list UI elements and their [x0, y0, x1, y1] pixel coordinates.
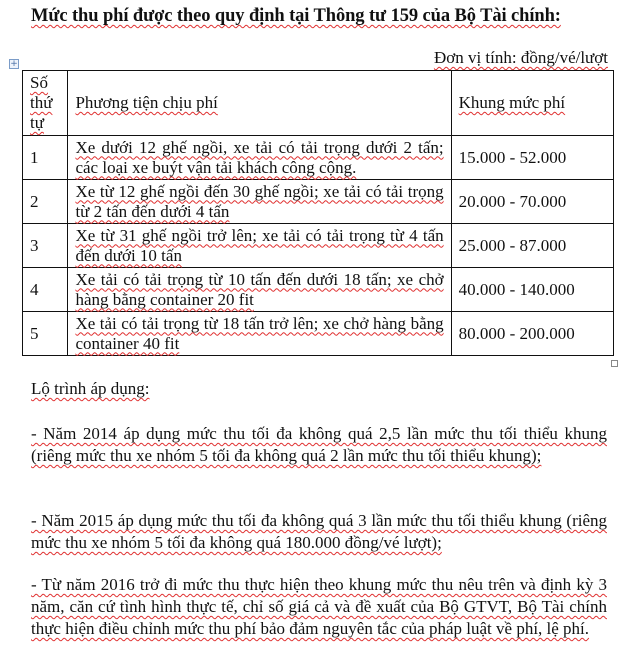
cell-fee-range: 40.000 - 140.000 — [451, 268, 613, 312]
cell-no: 3 — [23, 224, 68, 268]
fee-table — [22, 70, 614, 356]
header-no: Số thứ tự — [23, 71, 68, 136]
roadmap-heading: Lộ trình áp dụng: — [31, 379, 150, 398]
cell-fee-range: 20.000 - 70.000 — [451, 180, 613, 224]
cell-no: 4 — [23, 268, 68, 312]
cell-fee-range: 80.000 - 200.000 — [451, 312, 613, 356]
table-row — [23, 268, 614, 312]
cell-no: 1 — [23, 136, 68, 180]
cell-no: 2 — [23, 180, 68, 224]
cell-vehicle: Xe dưới 12 ghế ngồi, xe tải có tải trọng dưới 2 tấn; các loại xe buýt vận tải khách công cộng. — [68, 136, 451, 180]
table-row — [23, 180, 614, 224]
cell-fee-range: 15.000 - 52.000 — [451, 136, 613, 180]
table-header-row — [23, 71, 614, 136]
cell-vehicle: Xe tải có tải trọng từ 10 tấn đến dưới 18 tấn; xe chở hàng bằng container 20 fit — [68, 268, 451, 312]
cell-no: 5 — [23, 312, 68, 356]
document-title: Mức thu phí được theo quy định tại Thông tư 159 của Bộ Tài chính: — [31, 6, 561, 26]
cell-vehicle: Xe từ 12 ghế ngồi đến 30 ghế ngồi; xe tải có tải trọng từ 2 tấn đến dưới 4 tấn — [68, 180, 451, 224]
table-row — [23, 312, 614, 356]
table-row — [23, 136, 614, 180]
unit-note: Đơn vị tính: đồng/vé/lượt — [433, 48, 608, 67]
cell-fee-range: 25.000 - 87.000 — [451, 224, 613, 268]
header-vehicle: Phương tiện chịu phí — [68, 71, 451, 136]
table-move-handle-icon[interactable]: + — [10, 59, 18, 69]
paragraph-2016: - Từ năm 2016 trở đi mức thu thực hiện theo khung mức thu nêu trên và định kỳ 3 năm, căn cứ tình hình thực tế, chỉ số giá cả và đề xuất của Bộ GTVT, Bộ Tài chính thực hiện điều chỉnh mức thu phí bảo đảm nguyên tắc của pháp luật về phí, lệ phí. — [31, 575, 607, 638]
paragraph-2015: - Năm 2015 áp dụng mức thu tối đa không quá 3 lần mức thu tối thiểu khung (riêng mức thu xe nhóm 5 tối đa không quá 180.000 đồng/vé lượt); — [31, 511, 607, 552]
header-fee-range: Khung mức phí — [451, 71, 613, 136]
cell-vehicle: Xe tải có tải trọng từ 18 tấn trở lên; xe chở hàng bằng container 40 fit — [68, 312, 451, 356]
table-resize-handle[interactable] — [611, 360, 618, 367]
cell-vehicle: Xe từ 31 ghế ngồi trở lên; xe tải có tải trọng từ 4 tấn đến dưới 10 tấn — [68, 224, 451, 268]
table-row — [23, 224, 614, 268]
paragraph-2014: - Năm 2014 áp dụng mức thu tối đa không quá 2,5 lần mức thu tối thiểu khung (riêng mức thu xe nhóm 5 tối đa không quá 2 lần mức thu tối thiểu khung); — [31, 424, 607, 465]
